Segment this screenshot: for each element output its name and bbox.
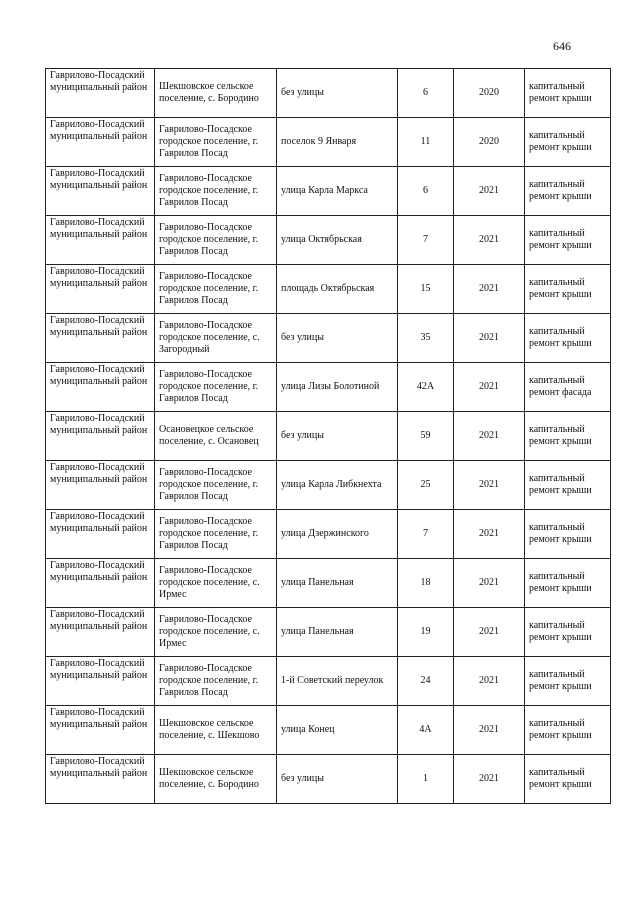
settlement-cell: Гаврилово-Посадское городское поселение, с. Загородный [155, 314, 277, 363]
table-row [46, 363, 611, 412]
work-type-cell: капитальный ремонт крыши [525, 510, 611, 559]
district-cell: Гаврилово-Посадский муниципальный район [46, 559, 155, 608]
work-type-cell: капитальный ремонт крыши [525, 461, 611, 510]
street-cell: улица Дзержинского [277, 510, 398, 559]
table-row [46, 559, 611, 608]
street-cell: поселок 9 Января [277, 118, 398, 167]
year-cell: 2021 [454, 216, 525, 265]
settlement-cell: Гаврилово-Посадское городское поселение, г. Гаврилов Посад [155, 265, 277, 314]
work-type-cell: капитальный ремонт крыши [525, 69, 611, 118]
table-row [46, 118, 611, 167]
year-cell: 2020 [454, 118, 525, 167]
settlement-cell: Гаврилово-Посадское городское поселение, г. Гаврилов Посад [155, 657, 277, 706]
work-type-cell: капитальный ремонт крыши [525, 216, 611, 265]
year-cell: 2021 [454, 608, 525, 657]
district-cell: Гаврилово-Посадский муниципальный район [46, 69, 155, 118]
settlement-cell: Гаврилово-Посадское городское поселение, г. Гаврилов Посад [155, 510, 277, 559]
house-number-cell: 7 [398, 216, 454, 265]
street-cell: улица Карла Маркса [277, 167, 398, 216]
district-cell: Гаврилово-Посадский муниципальный район [46, 216, 155, 265]
table-row [46, 69, 611, 118]
work-type-cell: капитальный ремонт крыши [525, 755, 611, 804]
house-number-cell: 6 [398, 167, 454, 216]
street-cell: 1-й Советский переулок [277, 657, 398, 706]
street-cell: улица Панельная [277, 559, 398, 608]
street-cell: улица Лизы Болотиной [277, 363, 398, 412]
year-cell: 2020 [454, 69, 525, 118]
work-type-cell: капитальный ремонт крыши [525, 608, 611, 657]
work-type-cell: капитальный ремонт фасада [525, 363, 611, 412]
work-type-cell: капитальный ремонт крыши [525, 167, 611, 216]
district-cell: Гаврилово-Посадский муниципальный район [46, 167, 155, 216]
table-row [46, 216, 611, 265]
work-type-cell: капитальный ремонт крыши [525, 706, 611, 755]
year-cell: 2021 [454, 755, 525, 804]
street-cell: без улицы [277, 412, 398, 461]
table-row [46, 755, 611, 804]
district-cell: Гаврилово-Посадский муниципальный район [46, 608, 155, 657]
work-type-cell: капитальный ремонт крыши [525, 559, 611, 608]
house-number-cell: 18 [398, 559, 454, 608]
year-cell: 2021 [454, 657, 525, 706]
house-number-cell: 25 [398, 461, 454, 510]
settlement-cell: Шекшовское сельское поселение, с. Шекшово [155, 706, 277, 755]
year-cell: 2021 [454, 265, 525, 314]
work-type-cell: капитальный ремонт крыши [525, 118, 611, 167]
settlement-cell: Шекшовское сельское поселение, с. Бородино [155, 69, 277, 118]
page-number: 646 [553, 39, 571, 53]
district-cell: Гаврилово-Посадский муниципальный район [46, 314, 155, 363]
year-cell: 2021 [454, 461, 525, 510]
house-number-cell: 11 [398, 118, 454, 167]
street-cell: улица Карла Либкнехта [277, 461, 398, 510]
work-type-cell: капитальный ремонт крыши [525, 314, 611, 363]
year-cell: 2021 [454, 314, 525, 363]
settlement-cell: Гаврилово-Посадское городское поселение, г. Гаврилов Посад [155, 461, 277, 510]
work-type-cell: капитальный ремонт крыши [525, 412, 611, 461]
housing-repair-table [45, 68, 611, 804]
street-cell: без улицы [277, 69, 398, 118]
house-number-cell: 59 [398, 412, 454, 461]
district-cell: Гаврилово-Посадский муниципальный район [46, 412, 155, 461]
table-row [46, 510, 611, 559]
district-cell: Гаврилово-Посадский муниципальный район [46, 657, 155, 706]
settlement-cell: Гаврилово-Посадское городское поселение, г. Гаврилов Посад [155, 216, 277, 265]
street-cell: улица Октябрьская [277, 216, 398, 265]
year-cell: 2021 [454, 363, 525, 412]
house-number-cell: 7 [398, 510, 454, 559]
year-cell: 2021 [454, 559, 525, 608]
street-cell: улица Панельная [277, 608, 398, 657]
district-cell: Гаврилово-Посадский муниципальный район [46, 461, 155, 510]
settlement-cell: Гаврилово-Посадское городское поселение, г. Гаврилов Посад [155, 118, 277, 167]
year-cell: 2021 [454, 706, 525, 755]
table-row [46, 657, 611, 706]
settlement-cell: Гаврилово-Посадское городское поселение, с. Ирмес [155, 608, 277, 657]
district-cell: Гаврилово-Посадский муниципальный район [46, 510, 155, 559]
table-row [46, 167, 611, 216]
work-type-cell: капитальный ремонт крыши [525, 657, 611, 706]
street-cell: улица Конец [277, 706, 398, 755]
district-cell: Гаврилово-Посадский муниципальный район [46, 265, 155, 314]
street-cell: без улицы [277, 314, 398, 363]
district-cell: Гаврилово-Посадский муниципальный район [46, 363, 155, 412]
year-cell: 2021 [454, 412, 525, 461]
work-type-cell: капитальный ремонт крыши [525, 265, 611, 314]
house-number-cell: 35 [398, 314, 454, 363]
street-cell: без улицы [277, 755, 398, 804]
year-cell: 2021 [454, 167, 525, 216]
year-cell: 2021 [454, 510, 525, 559]
house-number-cell: 1 [398, 755, 454, 804]
district-cell: Гаврилово-Посадский муниципальный район [46, 118, 155, 167]
house-number-cell: 19 [398, 608, 454, 657]
settlement-cell: Шекшовское сельское поселение, с. Бородино [155, 755, 277, 804]
settlement-cell: Осановецкое сельское поселение, с. Осановец [155, 412, 277, 461]
house-number-cell: 6 [398, 69, 454, 118]
table-row [46, 461, 611, 510]
house-number-cell: 15 [398, 265, 454, 314]
table-row [46, 412, 611, 461]
settlement-cell: Гаврилово-Посадское городское поселение, г. Гаврилов Посад [155, 167, 277, 216]
table-row [46, 314, 611, 363]
table-body [46, 69, 611, 804]
house-number-cell: 24 [398, 657, 454, 706]
table-row [46, 706, 611, 755]
table-row [46, 608, 611, 657]
district-cell: Гаврилово-Посадский муниципальный район [46, 755, 155, 804]
settlement-cell: Гаврилово-Посадское городское поселение, с. Ирмес [155, 559, 277, 608]
house-number-cell: 42А [398, 363, 454, 412]
table-row [46, 265, 611, 314]
district-cell: Гаврилово-Посадский муниципальный район [46, 706, 155, 755]
street-cell: площадь Октябрьская [277, 265, 398, 314]
house-number-cell: 4А [398, 706, 454, 755]
settlement-cell: Гаврилово-Посадское городское поселение, г. Гаврилов Посад [155, 363, 277, 412]
